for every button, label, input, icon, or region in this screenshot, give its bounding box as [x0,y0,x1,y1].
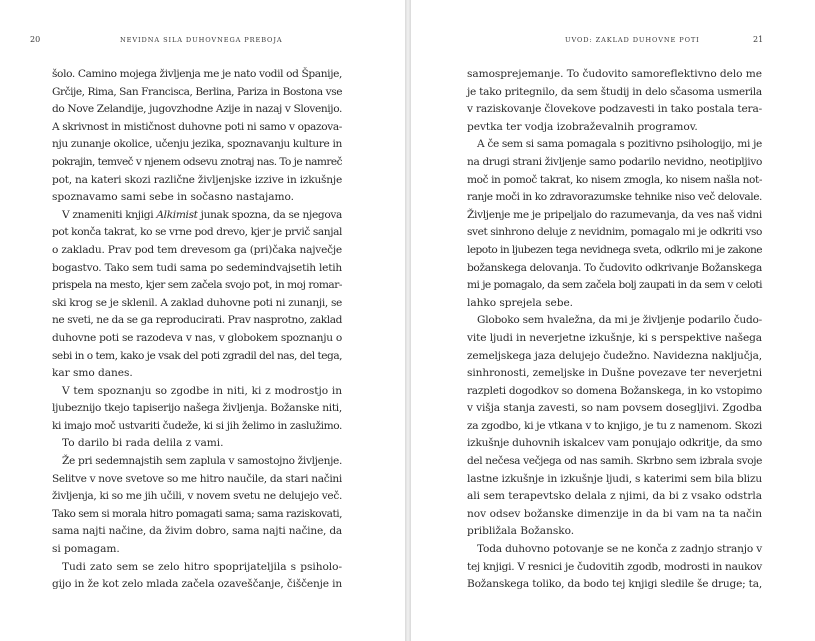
text-line [467,383,762,401]
text-line [467,312,762,330]
text-line [467,506,762,524]
text-run: Življenje me je pripeljalo do razumevanja, da ves naš vidni [467,208,762,221]
text-run: do Nove Zelandije, jugovzhodne Azije in nazaj v Slovenijo. [52,103,342,116]
text-run: prispela na mesto, kjer sem začela svojo pot, in moj romar- [52,279,342,292]
text-line [467,365,762,383]
text-line [52,576,342,594]
text-run: mi je pomagalo, da sem začela bolj zaupati in da sem v celoti [467,279,762,292]
text-run: del nečesa večjega od nas samih. Skrbno sem izbrala svoje [467,455,762,468]
page-number: 21 [753,35,764,44]
text-run: Toda duhovno potovanje se ne konča z zadnjo stranjo v [477,543,762,556]
text-run: življenja, ki so me jih učili, v novem svetu ne delujejo več. [52,490,342,503]
text-run: nov odsev božanske dimenzije in da bi vam na ta način [467,507,762,520]
text-run: ali sem terapevtsko delala z njimi, da bi z vsako odstrla [467,490,762,503]
text-line [467,435,762,453]
text-line [52,207,342,225]
text-run: pot konča takrat, ko se vrne pod drevo, kjer je prvič sanjal [52,226,342,239]
text-line [52,418,342,436]
text-run: lahko sprejela sebe. [467,296,573,309]
text-line [467,260,762,278]
text-line [467,471,762,489]
text-run: V tem spoznanju so zgodbe in niti, ki z modrostjo in [62,384,342,397]
text-run: nju zunanje okolice, učenju jezika, spoznavanju kulture in [52,138,342,151]
text-line [52,488,342,506]
text-line [52,400,342,418]
text-line [52,84,342,102]
text-run: je tako pritegnilo, da sem študij in delo sčasoma usmerila [467,85,762,98]
text-line [467,559,762,577]
text-line [52,154,342,172]
text-line [467,242,762,260]
text-run: šolo. Camino mojega življenja me je nato vodil od Španije, [52,68,342,80]
text-run: Grčije, Rima, San Francisca, Berlina, Pariza in Bostona vse [52,85,342,98]
text-line [52,172,342,190]
text-run: v višja stanja zavesti, so nam povsem dosegljivi. Zgodba [467,402,762,415]
text-line [52,66,342,84]
text-line [467,119,762,137]
text-run: V znameniti knjigi [62,208,157,221]
text-line [52,295,342,313]
text-line [467,224,762,242]
text-line [467,101,762,119]
text-run: samosprejemanje. To čudovito samoreflektivno delo me [467,68,762,80]
text-run: na drugi strani življenje samo podarilo nevidno, neotipljivo [467,155,762,168]
text-line [52,348,342,366]
running-head: NEVIDNA SILA DUHOVNEGA PREBOJA [120,36,283,44]
text-line [52,277,342,295]
text-line [467,277,762,295]
text-run: bogastvo. Tako sem tudi sama po sedemindvajsetih letih [52,261,342,274]
text-line [52,189,342,207]
text-run: kar smo danes. [52,367,133,380]
text-run: Selitve v nove svetove so me hitro naučile, da stari načini [52,472,342,485]
text-line [52,471,342,489]
text-run: Že pri sedemnajstih sem zaplula v samostojno življenje. [62,455,342,468]
text-run: ljubeznijo tkejo tapiserijo našega življenja. Božanske niti, [52,402,342,415]
text-line [467,207,762,225]
text-run: ki imajo moč ustvariti čudeže, ki si jih želimo in zaslužimo. [52,419,342,432]
page-body-text [52,66,342,594]
text-line [467,541,762,559]
text-run: ranje moči in ko zdravorazumske tehnike niso več delovale. [467,191,762,204]
text-line [467,295,762,313]
text-run: pokrajin, temveč v njenem odsevu znotraj nas. To je namreč [52,155,342,168]
running-head: UVOD: ZAKLAD DUHOVNE POTI [565,36,700,44]
text-run: si pomagam. [52,543,120,556]
left-page [0,0,405,641]
text-line [52,541,342,559]
text-run: približala Božansko. [467,525,575,538]
text-line [467,172,762,190]
text-run: sama najti načine, da živim dobro, sama najti načine, da [52,525,342,538]
text-run: A skrivnost in mističnost duhovne poti ni samo v opazova- [52,120,342,133]
book-title-italic: Alkimist [156,208,198,221]
text-run: spoznavamo sami sebe in sočasno nastajamo. [52,191,294,204]
text-line [52,136,342,154]
text-run: ne sveti, ne da se ga reproducirati. Prav nasprotno, zaklad [52,314,342,327]
text-line [467,453,762,471]
text-run: Božanskega toliko, da bodo tej knjigi sledile še druge; ta, [467,578,762,591]
text-run: pevtka ter vodja izobraževalnih programov. [467,120,698,133]
text-run: razpleti dogodkov so domena Božanskega, in ko vstopimo [467,384,762,397]
text-line [52,119,342,137]
text-line [52,101,342,119]
text-run: moč in pomoč takrat, ko nisem zmogla, ko nisem našla not- [467,173,762,186]
text-run: zemeljskega jaza delujejo čudežno. Navidezna naključja, [467,349,762,362]
text-run: izkušnje duhovnih iskalcev vam ponujajo odkritje, da smo [467,437,762,450]
text-line [467,523,762,541]
text-run: tej knjigi. V resnici je čudovitih zgodb, modrosti in naukov [467,560,762,573]
text-line [52,453,342,471]
text-run: junak spozna, da se njegova [197,208,342,221]
text-run: A če sem si sama pomagala s pozitivno psihologijo, mi je [477,138,762,151]
text-line [52,260,342,278]
text-run: božanskega delovanja. To čudovito odkrivanje Božanskega [467,261,762,274]
text-line [467,400,762,418]
text-run: vite ljudi in neverjetne izkušnje, ki s perspektive našega [467,331,762,344]
text-run: v raziskovanje človekove podzavesti in tako postala tera- [467,103,762,116]
text-line [467,136,762,154]
page-number: 20 [30,35,41,44]
text-run: svet sinhrono deluje z nevidnim, pomagalo mi je odkriti vso [467,226,762,239]
text-line [467,576,762,594]
text-run: sebi in o tem, kako je vsak del poti zgradil del nas, del tega, [52,349,342,362]
text-line [52,330,342,348]
text-line [467,488,762,506]
text-run: duhovne poti se razodeva v nas, v globokem spoznanju o [52,331,342,344]
text-line [52,523,342,541]
text-run: lepoto in ljubezen tega nevidnega sveta, odkrilo mi je zakone [467,243,762,256]
text-line [52,506,342,524]
text-line [467,348,762,366]
text-line [467,66,762,84]
text-run: lastne izkušnje in izkušnje ljudi, s katerimi sem bila blizu [467,472,762,485]
text-line [467,154,762,172]
page-body-text [467,66,762,594]
text-line [467,330,762,348]
text-run: pot, na kateri skozi različne življenjske izzive in izkušnje [52,173,342,186]
text-run: ski krog se je sklenil. A zaklad duhovne poti ni zunanji, se [52,296,342,309]
text-line [52,365,342,383]
text-line [467,189,762,207]
text-line [467,418,762,436]
text-run: Globoko sem hvaležna, da mi je življenje podarilo čudo- [477,314,762,327]
text-run: gijo in že kot zelo mlada začela ozaveščanje, čiščenje in [52,578,342,591]
text-line [52,559,342,577]
text-run: Tudi zato sem se zelo hitro spoprijateljila s psiholo- [62,560,342,573]
text-run: To darilo bi rada delila z vami. [62,437,224,450]
text-line [52,312,342,330]
text-line [52,224,342,242]
text-line [52,242,342,260]
text-run: sinhronosti, zemeljske in Dušne povezave ter neverjetni [467,367,762,380]
text-run: Tako sem si morala hitro pomagati sama; sama raziskovati, [52,507,342,520]
text-run: o zakladu. Prav pod tem drevesom ga (pri)čaka največje [52,243,342,256]
text-line [52,435,342,453]
text-run: za zgodbo, ki je vtkana v to knjigo, je tu z namenom. Skozi [467,419,762,432]
text-line [52,383,342,401]
text-line [467,84,762,102]
right-page [411,0,815,641]
